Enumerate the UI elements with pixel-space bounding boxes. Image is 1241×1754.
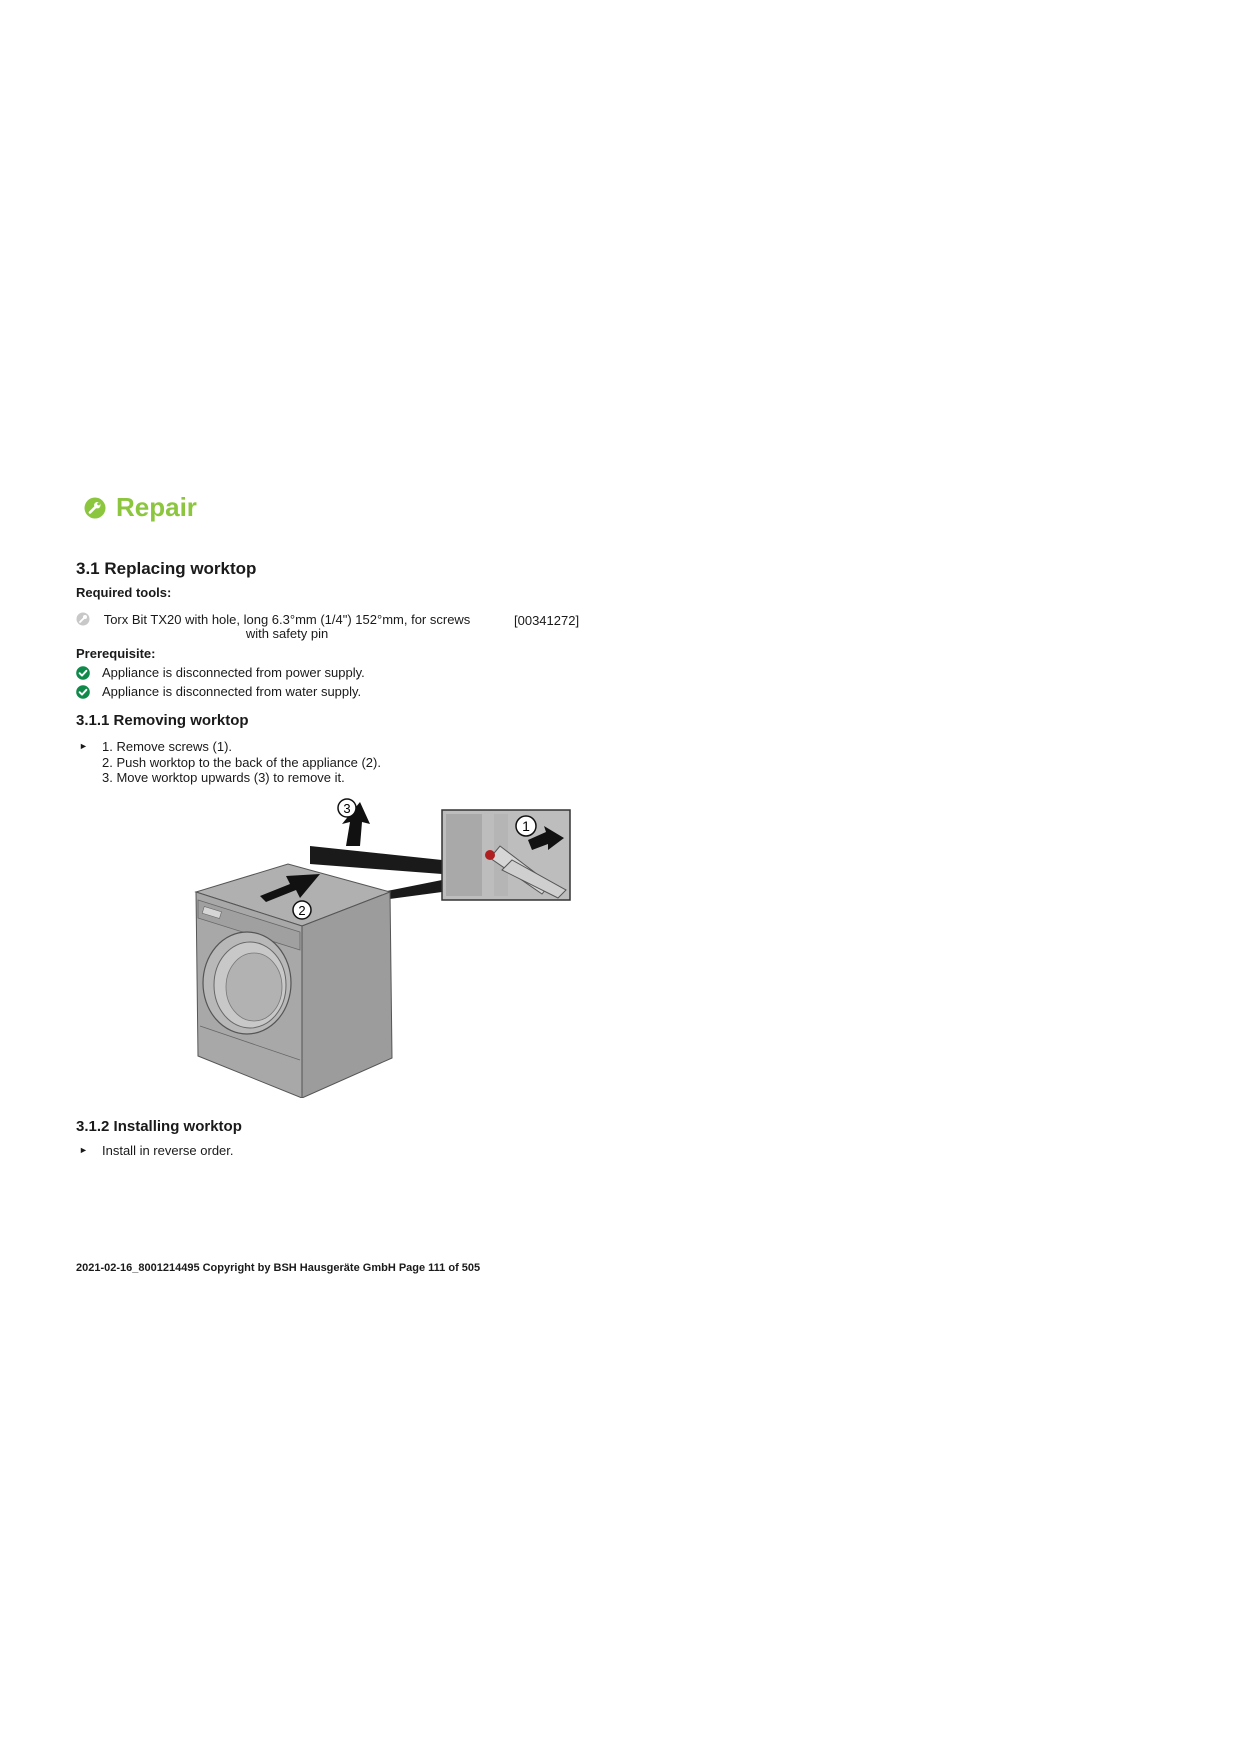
installing-heading: 3.1.2 Installing worktop xyxy=(76,1118,242,1135)
section-title: Repair xyxy=(116,492,197,522)
removing-heading: 3.1.1 Removing worktop xyxy=(76,712,249,729)
wrench-circle-icon xyxy=(84,497,106,519)
step-item: 2. Push worktop to the back of the appliance (2). xyxy=(102,754,381,770)
checkmark-icon xyxy=(76,666,90,680)
section-header xyxy=(84,492,197,523)
tool-item xyxy=(76,612,586,646)
prerequisite-item xyxy=(76,684,361,699)
page-footer: 2021-02-16_8001214495 Copyright by BSH Hausgeräte GmbH Page 111 of 505 xyxy=(76,1262,481,1274)
bullet-icon: ► xyxy=(79,1145,88,1155)
tool-icon xyxy=(76,612,90,626)
prerequisite-label: Prerequisite: xyxy=(76,646,156,661)
prerequisite-text: Appliance is disconnected from water supply. xyxy=(102,684,362,699)
step-item: Install in reverse order. xyxy=(102,1143,234,1158)
bullet-icon: ► xyxy=(79,741,88,751)
required-tools-label: Required tools: xyxy=(76,585,172,600)
prerequisite-item xyxy=(76,665,365,680)
step-item: 1. Remove screws (1). xyxy=(102,739,233,754)
prerequisite-text: Appliance is disconnected from power supply. xyxy=(102,665,365,680)
tool-part-number: [00341272] xyxy=(514,613,580,628)
checkmark-icon xyxy=(76,685,90,699)
callout-3: 3 xyxy=(343,801,351,816)
callout-2: 2 xyxy=(298,903,306,918)
step-item: 3. Move worktop upwards (3) to remove it. xyxy=(102,770,345,785)
page-heading: 3.1 Replacing worktop xyxy=(76,559,257,578)
installing-steps xyxy=(76,1143,476,1159)
worktop-illustration xyxy=(150,788,582,1098)
tool-name: Torx Bit TX20 with hole, long 6.3°mm (1/4") 152°mm, for screws with safety pin xyxy=(103,612,471,641)
removing-steps xyxy=(76,739,476,787)
callout-1: 1 xyxy=(522,818,530,834)
